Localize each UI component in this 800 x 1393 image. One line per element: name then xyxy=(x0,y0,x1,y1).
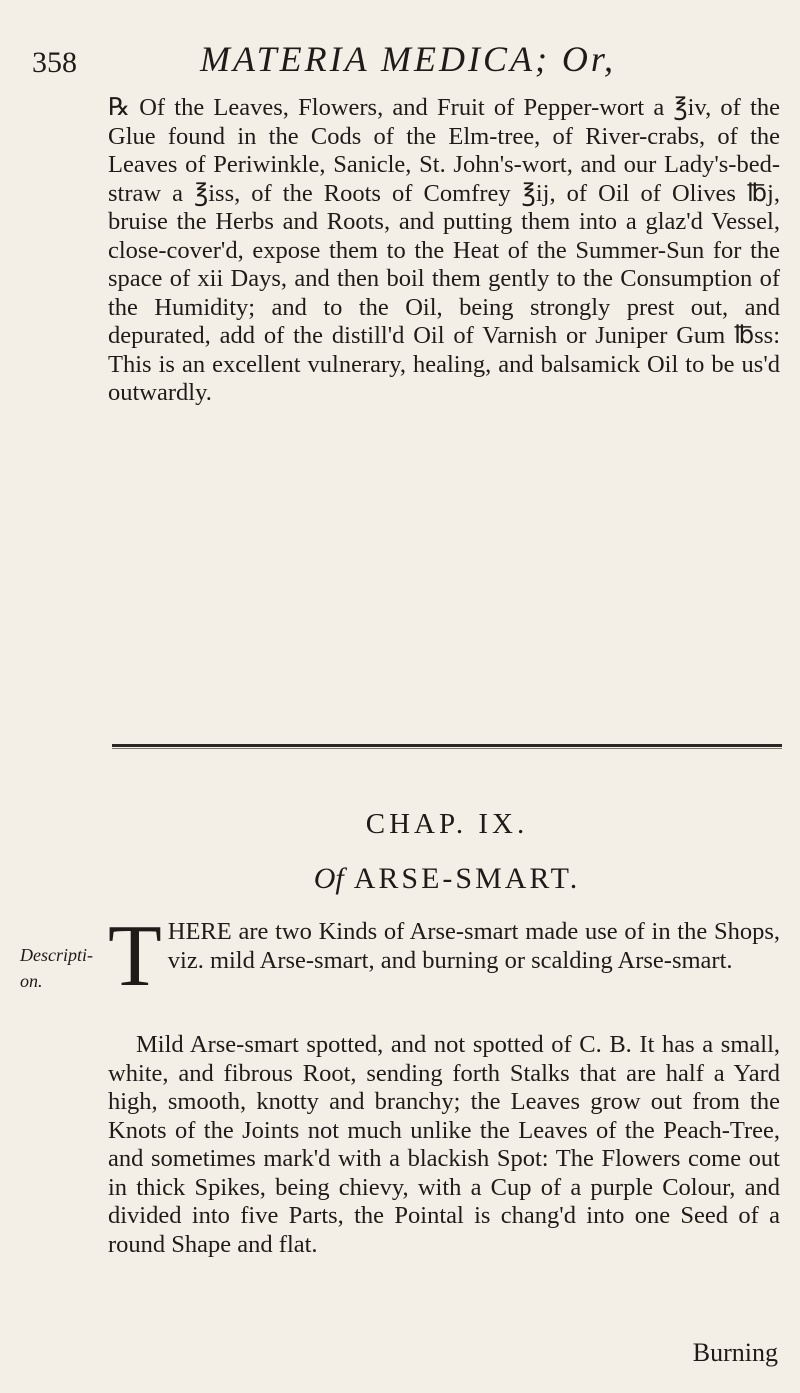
drop-cap: T xyxy=(108,908,162,1005)
page-number: 358 xyxy=(32,46,77,79)
chapter-title-text: ARSE-SMART. xyxy=(353,862,581,895)
running-head: MATERIA MEDICA; Or, xyxy=(200,39,616,79)
description-paragraph: Mild Arse-smart spotted, and not spotted of C. B. It has a small, white, and fibrous Root, sending forth Stalks that are half a Yard high, smooth, knotty and branchy; the Leaves grow out from the Knots of the Joints not much unlike the Leaves of the Peach-Tree, and sometimes mark'd with a blackish Spot: The Flowers come out in thick Spikes, being chievy, with a Cup of a purple Colour, and divided into five Parts, the Pointal is chang'd into one Seed of a round Shape and flat. xyxy=(108,1031,780,1258)
page-header xyxy=(32,38,772,98)
section-rule-thin xyxy=(112,748,782,749)
recipe-paragraph: ℞ Of the Leaves, Flowers, and Fruit of Pepper-wort a ℥iv, of the Glue found in the Cods of the Elm-tree, of River-crabs, of the Leaves of Periwinkle, Sanicle, St. John's-wort, and our Lady's-bed-straw a ℥iss, of the Roots of Comfrey ℥ij, of Oil of Olives ℔j, bruise the Herbs and Roots, and putting them into a glaz'd Vessel, close-cover'd, expose them to the Heat of the Summer-Sun for the space of xii Days, and then boil them gently to the Consumption of the Humidity; and to the Oil, being strongly prest out, and depurated, add of the distill'd Oil of Varnish or Juniper Gum ℔ss: This is an excellent vulnerary, healing, and balsamick Oil to be us'd outwardly. xyxy=(108,94,780,406)
intro-paragraph-text: HERE are two Kinds of Arse-smart made use of in the Shops, viz. mild Arse-smart, and burning or scalding Arse-smart. xyxy=(167,918,780,974)
section-rule xyxy=(112,744,782,747)
intro-paragraph xyxy=(108,908,780,1005)
chapter-title-of: Of xyxy=(313,862,344,895)
chapter-number: CHAP. IX. xyxy=(365,808,529,840)
chapter-title xyxy=(112,862,782,896)
margin-note: Descripti-on. xyxy=(20,945,93,991)
catchword: Burning xyxy=(692,1338,778,1367)
